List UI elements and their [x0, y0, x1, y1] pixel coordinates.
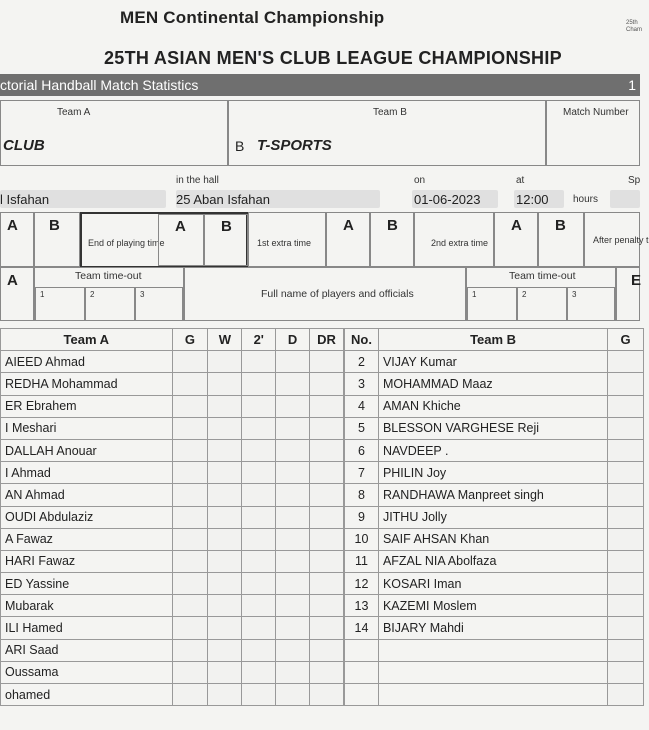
team-a-disqualifications-cell [276, 617, 310, 639]
time-value: 12:00 [516, 192, 549, 207]
team-a-suspensions-cell [242, 439, 276, 461]
period-a-box [0, 212, 34, 267]
team-b-goals-cell [608, 462, 644, 484]
team-a-timeout-1 [35, 287, 85, 321]
team-a-player-name: HARI Fawaz [1, 550, 173, 572]
team-b-player-number: 4 [345, 395, 379, 417]
col-warnings: W [208, 329, 242, 351]
team-a-suspensions-cell [242, 417, 276, 439]
team-b-player-name: PHILIN Joy [378, 462, 607, 484]
first-extra-b-letter: B [387, 217, 398, 234]
end-of-playing-time-label: End of playing time [88, 238, 165, 248]
team-b-player-name: KOSARI Iman [378, 573, 607, 595]
table-row [1, 595, 344, 617]
team-a-dr-cell [310, 684, 344, 706]
team-a-warnings-cell [208, 373, 242, 395]
team-a-suspensions-cell [242, 351, 276, 373]
team-b-goals-cell [608, 639, 644, 661]
team-b-player-number: 10 [345, 528, 379, 550]
statistics-title-bar [0, 74, 640, 96]
period-a-letter: A [7, 217, 18, 234]
table-row [345, 595, 644, 617]
period-b-letter: B [49, 217, 60, 234]
second-extra-a-letter: A [511, 217, 522, 234]
team-a-dr-cell [310, 506, 344, 528]
team-a-player-name: AIEED Ahmad [1, 351, 173, 373]
table-row [1, 573, 344, 595]
end-time-a [158, 214, 204, 266]
team-a-warnings-cell [208, 617, 242, 639]
team-a-suspensions-cell [242, 373, 276, 395]
team-a-disqualifications-cell [276, 417, 310, 439]
team-a-dr-cell [310, 395, 344, 417]
team-a-goals-cell [172, 617, 208, 639]
team-b-goals-cell [608, 661, 644, 683]
team-a-player-name: Oussama [1, 661, 173, 683]
team-a-goals-cell [172, 661, 208, 683]
table-row [345, 439, 644, 461]
team-b-player-name: AMAN Khiche [378, 395, 607, 417]
team-a-dr-cell [310, 462, 344, 484]
full-name-label: Full name of players and officials [261, 288, 414, 300]
team-a-dr-cell [310, 484, 344, 506]
team-a-timeout-2-label: 2 [90, 290, 95, 299]
team-b-goals-cell [608, 595, 644, 617]
team-a-warnings-cell [208, 351, 242, 373]
team-a-disqualifications-cell [276, 661, 310, 683]
team-a-goals-cell [172, 462, 208, 484]
team-a-suspensions-cell [242, 684, 276, 706]
team-a-dr-cell [310, 661, 344, 683]
full-name-box [184, 267, 466, 321]
team-a-dr-cell [310, 550, 344, 572]
team-a-goals-cell [172, 595, 208, 617]
team-b-player-number: 2 [345, 351, 379, 373]
team-b-player-name: KAZEMI Moslem [378, 595, 607, 617]
team-a-goals-cell [172, 550, 208, 572]
team-b-player-number: 3 [345, 373, 379, 395]
team-a-goals-cell [172, 439, 208, 461]
hours-label: hours [573, 194, 599, 205]
logo-text: 25th Cham [626, 20, 643, 33]
team-b-player-number [345, 661, 379, 683]
table-row [1, 528, 344, 550]
first-extra-box [248, 212, 326, 267]
team-b-player-name: SAIF AHSAN Khan [378, 528, 607, 550]
team-b-player-name: BLESSON VARGHESE Reji [378, 417, 607, 439]
team-a-dr-cell [310, 617, 344, 639]
team-b-player-number: 14 [345, 617, 379, 639]
team-a-suspensions-cell [242, 528, 276, 550]
col-disqualifications: D [276, 329, 310, 351]
team-b-player-name: BIJARY Mahdi [378, 617, 607, 639]
timeout-a-letter: A [7, 272, 18, 289]
team-a-dr-cell [310, 351, 344, 373]
championship-logo [626, 20, 643, 60]
table-row [1, 417, 344, 439]
table-row [1, 351, 344, 373]
team-a-timeout-2 [85, 287, 135, 321]
timeout-e-letter: E [631, 272, 642, 289]
team-a-warnings-cell [208, 528, 242, 550]
team-a-box [0, 100, 228, 166]
date-value: 01-06-2023 [414, 192, 481, 207]
at-label: at [516, 175, 525, 186]
table-row [345, 395, 644, 417]
team-b-player-number: 12 [345, 573, 379, 595]
table-row [345, 573, 644, 595]
first-extra-b [370, 212, 414, 267]
team-a-warnings-cell [208, 506, 242, 528]
team-a-dr-cell [310, 528, 344, 550]
team-a-dr-cell [310, 373, 344, 395]
team-a-player-name: ARI Saad [1, 639, 173, 661]
second-extra-label: 2nd extra time [431, 238, 489, 248]
team-b-box [228, 100, 546, 166]
team-a-player-name: I Meshari [1, 417, 173, 439]
team-a-player-name: ILI Hamed [1, 617, 173, 639]
table-row [1, 661, 344, 683]
col-team-b: Team B [378, 329, 607, 351]
table-row [345, 373, 644, 395]
table-row [345, 484, 644, 506]
table-row [345, 639, 644, 661]
end-of-playing-time-box [80, 212, 248, 268]
team-b-timeout-2 [517, 287, 567, 321]
col-suspensions: 2' [242, 329, 276, 351]
team-b-player-name [378, 639, 607, 661]
team-b-player-name: RANDHAWA Manpreet singh [378, 484, 607, 506]
team-a-goals-cell [172, 528, 208, 550]
team-a-player-table [0, 328, 344, 706]
team-a-timeout-3-label: 3 [140, 290, 145, 299]
table-row [1, 462, 344, 484]
team-a-suspensions-cell [242, 506, 276, 528]
team-a-goals-cell [172, 573, 208, 595]
period-b-box [34, 212, 80, 267]
team-b-player-name: AFZAL NIA Abolfaza [378, 550, 607, 572]
team-a-dr-cell [310, 417, 344, 439]
spectators-field [610, 190, 640, 208]
team-b-player-number: 6 [345, 439, 379, 461]
team-b-timeout-box [466, 267, 616, 321]
sp-label: Sp [628, 175, 641, 186]
city-value: l Isfahan [0, 192, 50, 207]
team-b-player-name: NAVDEEP . [378, 439, 607, 461]
team-a-warnings-cell [208, 573, 242, 595]
team-a-header-row [1, 329, 344, 351]
team-a-suspensions-cell [242, 573, 276, 595]
team-b-timeout-1-label: 1 [472, 290, 477, 299]
team-a-disqualifications-cell [276, 351, 310, 373]
team-b-goals-cell [608, 550, 644, 572]
team-a-timeout-1-label: 1 [40, 290, 45, 299]
team-a-disqualifications-cell [276, 506, 310, 528]
team-b-player-number: 11 [345, 550, 379, 572]
team-b-goals-cell [608, 395, 644, 417]
team-b-player-number: 8 [345, 484, 379, 506]
team-a-disqualifications-cell [276, 595, 310, 617]
team-b-player-name: MOHAMMAD Maaz [378, 373, 607, 395]
team-b-timeout-3 [567, 287, 615, 321]
team-a-timeout-box [34, 267, 184, 321]
end-time-b [204, 214, 248, 266]
team-a-disqualifications-cell [276, 462, 310, 484]
team-a-player-name: ER Ebrahem [1, 395, 173, 417]
team-a-goals-cell [172, 417, 208, 439]
team-a-player-name: REDHA Mohammad [1, 373, 173, 395]
hall-value: 25 Aban Isfahan [176, 192, 270, 207]
team-a-label: Team A [57, 107, 91, 118]
match-number-label: Match Number [563, 107, 629, 118]
team-b-goals-cell [608, 484, 644, 506]
team-a-warnings-cell [208, 395, 242, 417]
team-a-warnings-cell [208, 484, 242, 506]
team-a-goals-cell [172, 639, 208, 661]
in-the-hall-label: in the hall [176, 175, 219, 186]
after-penalty-label: After penalty t [593, 235, 649, 245]
table-row [1, 373, 344, 395]
team-a-player-name: ED Yassine [1, 573, 173, 595]
team-a-warnings-cell [208, 417, 242, 439]
team-a-suspensions-cell [242, 639, 276, 661]
col-dr: DR [310, 329, 344, 351]
team-a-goals-cell [172, 506, 208, 528]
team-a-timeout-3 [135, 287, 183, 321]
event-title: MEN Continental Championship [120, 8, 385, 27]
end-time-a-letter: A [175, 218, 186, 235]
team-b-player-name: JITHU Jolly [378, 506, 607, 528]
team-a-player-name: DALLAH Anouar [1, 439, 173, 461]
team-b-player-name [378, 661, 607, 683]
team-a-player-name: Mubarak [1, 595, 173, 617]
team-a-warnings-cell [208, 462, 242, 484]
team-a-dr-cell [310, 573, 344, 595]
team-b-timeout-2-label: 2 [522, 290, 527, 299]
team-b-player-number: 5 [345, 417, 379, 439]
table-row [1, 639, 344, 661]
end-time-b-letter: B [221, 218, 232, 235]
team-a-disqualifications-cell [276, 684, 310, 706]
team-b-timeout-label: Team time-out [509, 270, 576, 282]
team-a-warnings-cell [208, 661, 242, 683]
team-b-goals-cell [608, 684, 644, 706]
team-b-player-name: VIJAY Kumar [378, 351, 607, 373]
timeout-e-box [616, 267, 640, 321]
team-b-goals-cell [608, 417, 644, 439]
team-a-suspensions-cell [242, 595, 276, 617]
team-a-suspensions-cell [242, 661, 276, 683]
col-goals: G [172, 329, 208, 351]
after-penalty-box [584, 212, 649, 267]
team-a-name: CLUB [3, 137, 45, 154]
table-row [1, 550, 344, 572]
on-label: on [414, 175, 426, 186]
team-b-header-row [345, 329, 644, 351]
table-row [345, 506, 644, 528]
table-row [1, 684, 344, 706]
team-b-goals-cell [608, 617, 644, 639]
second-extra-box [414, 212, 494, 267]
table-row [1, 506, 344, 528]
second-extra-a [494, 212, 538, 267]
table-row [345, 528, 644, 550]
statistics-title: ctorial Handball Match Statistics [0, 77, 199, 93]
team-a-timeout-label: Team time-out [75, 270, 142, 282]
team-b-player-number: 13 [345, 595, 379, 617]
team-a-warnings-cell [208, 639, 242, 661]
team-a-disqualifications-cell [276, 439, 310, 461]
second-extra-b-letter: B [555, 217, 566, 234]
team-a-suspensions-cell [242, 484, 276, 506]
team-b-player-name [378, 684, 607, 706]
first-extra-a-letter: A [343, 217, 354, 234]
team-a-warnings-cell [208, 684, 242, 706]
second-extra-b [538, 212, 584, 267]
championship-title: 25TH ASIAN MEN'S CLUB LEAGUE CHAMPIONSHIP [104, 48, 562, 68]
page-number: 1 [628, 77, 636, 93]
team-a-player-name: I Ahmad [1, 462, 173, 484]
table-row [345, 617, 644, 639]
first-extra-label: 1st extra time [257, 238, 312, 248]
team-a-disqualifications-cell [276, 639, 310, 661]
team-a-disqualifications-cell [276, 484, 310, 506]
team-a-disqualifications-cell [276, 373, 310, 395]
team-a-dr-cell [310, 439, 344, 461]
match-number-box [546, 100, 640, 166]
team-a-goals-cell [172, 351, 208, 373]
team-a-disqualifications-cell [276, 395, 310, 417]
team-a-disqualifications-cell [276, 550, 310, 572]
team-a-suspensions-cell [242, 550, 276, 572]
team-a-player-name: ohamed [1, 684, 173, 706]
team-b-goals-cell [608, 373, 644, 395]
table-row [1, 439, 344, 461]
team-b-goals-cell [608, 439, 644, 461]
team-b-goals-cell [608, 351, 644, 373]
team-a-warnings-cell [208, 550, 242, 572]
team-b-player-number: 9 [345, 506, 379, 528]
team-b-player-number: 7 [345, 462, 379, 484]
team-a-suspensions-cell [242, 395, 276, 417]
team-a-player-name: AN Ahmad [1, 484, 173, 506]
team-a-player-name: OUDI Abdulaziz [1, 506, 173, 528]
team-b-goals-cell [608, 528, 644, 550]
table-row [345, 550, 644, 572]
team-b-timeout-1 [467, 287, 517, 321]
team-a-suspensions-cell [242, 617, 276, 639]
team-b-name: T-SPORTS [257, 137, 332, 154]
table-row [345, 684, 644, 706]
team-a-goals-cell [172, 373, 208, 395]
team-b-prefix: B [235, 138, 245, 154]
team-a-dr-cell [310, 639, 344, 661]
table-row [345, 661, 644, 683]
team-a-suspensions-cell [242, 462, 276, 484]
team-a-goals-cell [172, 395, 208, 417]
team-a-goals-cell [172, 684, 208, 706]
team-a-disqualifications-cell [276, 573, 310, 595]
team-b-label: Team B [373, 107, 407, 118]
team-b-goals-cell [608, 506, 644, 528]
table-row [1, 395, 344, 417]
team-b-goals-cell [608, 573, 644, 595]
table-row [1, 484, 344, 506]
col-number: No. [345, 329, 379, 351]
timeout-a-box [0, 267, 34, 321]
first-extra-a [326, 212, 370, 267]
team-a-goals-cell [172, 484, 208, 506]
team-b-player-number [345, 639, 379, 661]
table-row [1, 617, 344, 639]
col-team-a: Team A [1, 329, 173, 351]
team-b-player-table [344, 328, 644, 706]
team-b-player-number [345, 684, 379, 706]
team-a-warnings-cell [208, 595, 242, 617]
team-a-disqualifications-cell [276, 528, 310, 550]
team-a-warnings-cell [208, 439, 242, 461]
table-row [345, 351, 644, 373]
table-row [345, 417, 644, 439]
col-goals-b: G [608, 329, 644, 351]
team-a-dr-cell [310, 595, 344, 617]
team-b-timeout-3-label: 3 [572, 290, 577, 299]
table-row [345, 462, 644, 484]
team-a-player-name: A Fawaz [1, 528, 173, 550]
